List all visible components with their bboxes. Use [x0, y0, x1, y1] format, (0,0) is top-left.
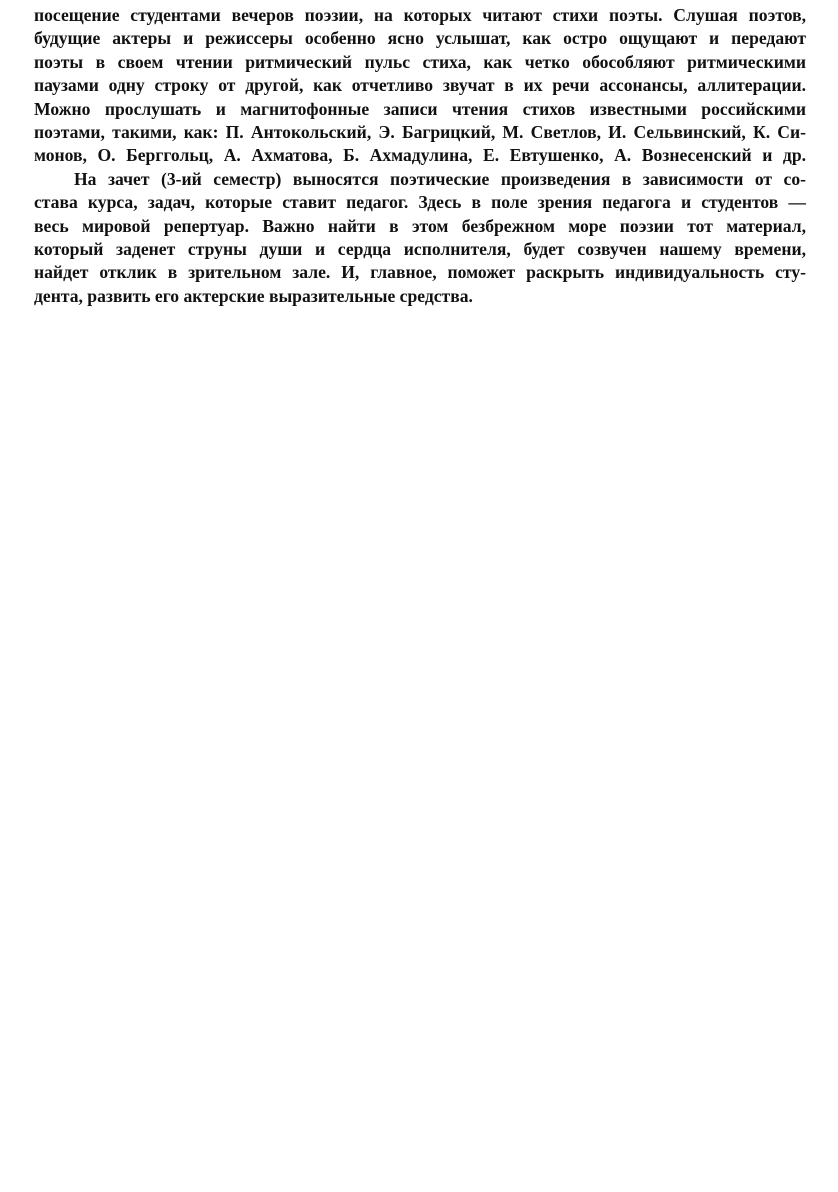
text-line: посещение студентами вечеров поэзии, на которых читают стихи поэты. Слушая поэтов, — [34, 5, 806, 25]
text-line: поэты в своем чтении ритмический пульс стиха, как четко обособляют ритмическими — [34, 51, 806, 72]
paragraph-2 — [34, 168, 806, 308]
text-line: става курса, задач, которые ставит педагог. Здесь в поле зрения педагога и студентов — — [34, 192, 806, 213]
document-page — [34, 4, 806, 308]
text-line: На зачет (3-ий семестр) выносятся поэтические произведения в зависимости от со- — [74, 168, 806, 189]
text-line: поэтами, такими, как: П. Антокольский, Э. Багрицкий, М. Светлов, И. Сельвинский, К. Си- — [34, 122, 806, 143]
text-line: весь мировой репертуар. Важно найти в этом безбрежном море поэзии тот материал, — [34, 215, 806, 236]
text-line: Можно прослушать и магнитофонные записи чтения стихов известными российскими — [34, 98, 806, 119]
text-line: дента, развить его актерские выразительные средства. — [34, 285, 473, 306]
text-line: который заденет струны души и сердца исполнителя, будет созвучен нашему времени, — [34, 239, 806, 260]
text-line: найдет отклик в зрительном зале. И, главное, поможет раскрыть индивидуальность сту- — [34, 262, 806, 283]
text-line: будущие актеры и режиссеры особенно ясно услышат, как остро ощущают и передают — [34, 28, 806, 49]
text-line: паузами одну строку от другой, как отчетливо звучат в их речи ассонансы, аллитерации. — [34, 75, 806, 96]
paragraph-1 — [34, 4, 806, 168]
text-line: монов, О. Берггольц, А. Ахматова, Б. Ахмадулина, Е. Евтушенко, А. Вознесенский и др. — [34, 145, 806, 166]
